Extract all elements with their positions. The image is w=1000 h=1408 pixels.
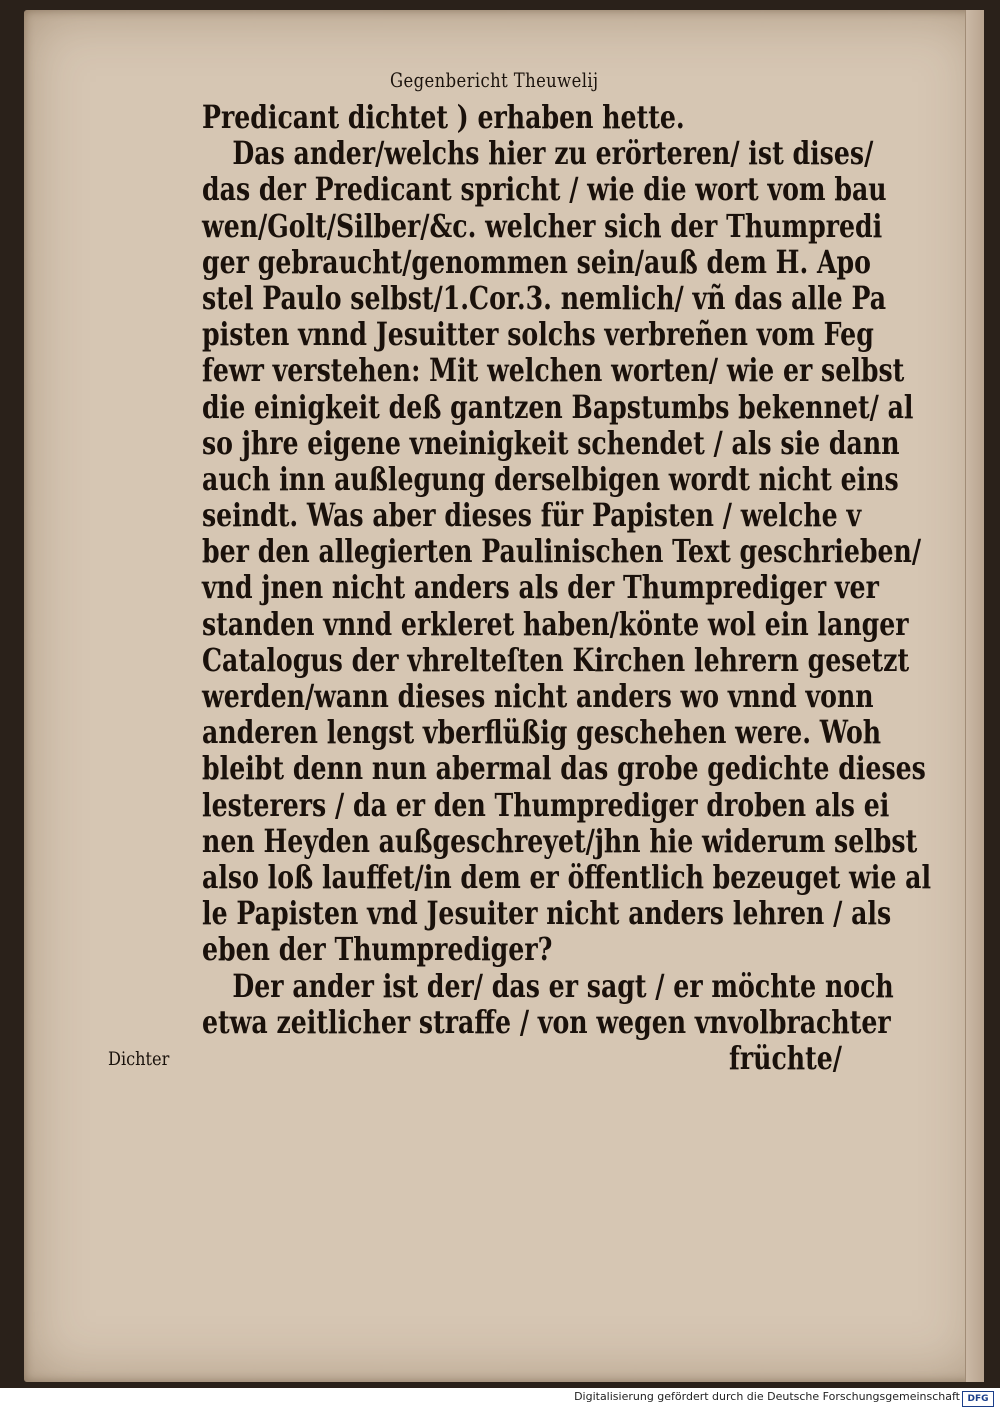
body-text [202, 99, 932, 1077]
text-line: Das ander/welchs hier zu erörteren/ ist dises/ [232, 135, 874, 173]
dfg-logo: DFG [962, 1391, 994, 1407]
text-line: ber den allegierten Paulinischen Text geschrieben/ [202, 533, 922, 571]
text-line: etwa zeitlicher straffe / von wegen vnvolbrachter [202, 1003, 891, 1041]
text-line: Catalogus der vhrelteſten Kirchen lehrern gesetzt [202, 641, 910, 679]
text-line: die einigkeit deß gantzen Bapstumbs bekennet/ al [202, 388, 914, 426]
text-line: pisten vnnd Jesuitter solchs verbreñen vom Feg [202, 316, 874, 354]
text-line: fewr verstehen: Mit welchen worten/ wie er selbst [202, 352, 905, 390]
footer-bar [0, 1388, 1000, 1408]
text-line: ger gebraucht/genommen sein/auß dem H. Apo [202, 243, 871, 281]
funding-credit: Digitalisierung gefördert durch die Deutsche Forschungsgemeinschaft [574, 1390, 960, 1403]
catchword: früchte/ [729, 1039, 842, 1077]
text-line: standen vnnd erkleret haben/könte wol ein langer [202, 605, 909, 643]
text-line: also loß lauffet/in dem er öffentlich bezeuget wie al [202, 858, 932, 896]
text-line: eben der Thumprediger? [202, 931, 553, 969]
text-line: lesterers / da er den Thumprediger droben als ei [202, 786, 890, 824]
text-line: das der Predicant spricht / wie die wort vom bau [202, 171, 887, 209]
text-line: seindt. Was aber dieses für Papisten / welche v [202, 497, 862, 535]
text-line: stel Paulo selbst/1.Cor.3. nemlich/ vñ das alle Pa [202, 279, 887, 317]
marginal-note: Dichter [108, 1048, 170, 1070]
text-line: le Papisten vnd Jesuiter nicht anders lehren / als [202, 895, 892, 933]
text-line: werden/wann dieses nicht anders wo vnnd vonn [202, 678, 874, 715]
text-line: anderen lengst vberflüßig geschehen were. Woh [202, 714, 882, 752]
text-line: vnd jnen nicht anders als der Thumprediger ver [202, 569, 879, 607]
text-line: so jhre eigene vneinigkeit schendet / als sie dann [202, 424, 900, 462]
text-line: wen/Golt/Silber/&c. welcher sich der Thumpredi [202, 207, 883, 245]
running-header: Gegenbericht Theuwelij [390, 68, 599, 92]
text-line: nen Heyden außgeschreyet/jhn hie widerum selbst [202, 822, 918, 860]
text-line: Predicant dichtet ) erhaben hette. [202, 99, 685, 136]
page-edge [965, 10, 984, 1382]
text-line: bleibt denn nun abermal das grobe gedichte dieses [202, 750, 926, 788]
text-line: Der ander ist der/ das er sagt / er möchte noch [232, 967, 894, 1005]
text-line: auch inn außlegung derselbigen wordt nicht eins [202, 460, 899, 498]
